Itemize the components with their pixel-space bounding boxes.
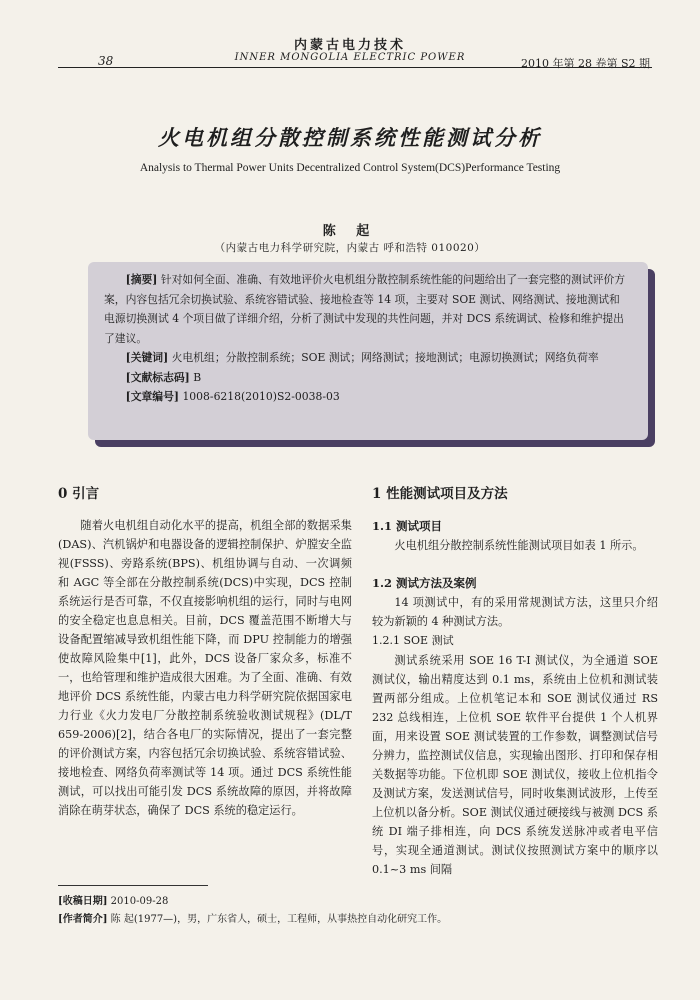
journal-title-cn: 内蒙古电力技术 [293, 38, 406, 53]
section-1-1-heading: 1.1 测试项目 [372, 519, 443, 533]
section-1-2-1-body [372, 651, 658, 879]
author-bio-label: [作者简介] [58, 914, 108, 925]
doc-code-label: [文献标志码] [125, 370, 190, 384]
section-1-2-paragraph: 14 项测试中，有的采用常规测试方法，这里只介绍较为新颖的 4 种测试方法。 [372, 596, 658, 628]
section-0-heading: 0 引言 [58, 486, 100, 502]
abstract-label: [摘要] [125, 273, 158, 286]
journal-title-en: INNER MONGOLIA ELECTRIC POWER [234, 52, 466, 63]
section-1-2-1-heading: 1.2.1 SOE 测试 [372, 634, 454, 647]
article-title-cn: 火电机组分散控制系统性能测试分析 [158, 125, 542, 150]
article-no: 1008-6218(2010)S2-0038-03 [182, 390, 340, 403]
section-1-1-paragraph: 火电机组分散控制系统性能测试项目如表 1 所示。 [394, 539, 644, 552]
keywords-label: [关键词] [125, 351, 169, 364]
section-1-2-heading: 1.2 测试方法及案例 [372, 576, 477, 590]
section-0-body [58, 516, 352, 820]
article-title-en: Analysis to Thermal Power Units Decentralized Control System(DCS)Performance Testing [139, 162, 561, 174]
footnote-rule [58, 885, 208, 886]
author-name: 陈 起 [322, 224, 378, 239]
article-no-label: [文章编号] [125, 390, 179, 403]
section-1-heading: 1 性能测试项目及方法 [372, 486, 508, 502]
issue-info: 2010 年第 28 卷第 S2 期 [520, 57, 650, 70]
section-1-2-1-paragraph: 测试系统采用 SOE 16 T-I 测试仪，为全通道 SOE 测试仪，输出精度达到 0.1 ms，系统由上位机和测试装置两部分组成。上位机笔记本和 SOE 测试仪通过 RS 232 总线相连，上位机 SOE 软件平台提供 1 个人机界面，用来设置 SOE 测试装置的工作参数，调整测试信号分辨力，监控测试仪信息，实现输出图形、打印和保存相关数据等功能。下位机即 SOE 测试仪，接收上位机指令及测试方案，发送测试信号，同时收集测试波形，上传至上位机以备分析。SOE 测试仪通过硬接线与被测 DCS 系统 DI 端子排相连，向 DCS 系统发送脉冲或者电平信号，实现全通道测试。测试仪按照测试方案中的顺序以 0.1~3 ms 间隔 [372, 654, 658, 876]
received-value: 2010-09-28 [110, 896, 169, 907]
header-rule [58, 67, 652, 68]
received-date [58, 892, 168, 907]
doc-code: B [193, 370, 202, 384]
author-bio [58, 910, 447, 925]
section-1-2-body [372, 593, 658, 631]
received-label: [收稿日期] [58, 896, 108, 907]
section-1-1-body [372, 536, 658, 555]
section-0-paragraph: 随着火电机组自动化水平的提高，机组全部的数据采集(DAS)、汽机锅炉和电器设备的逻辑控制保护、炉膛安全监视(FSSS)、旁路系统(BPS)、机组协调与自动、一次调频和 AGC 等全部在分散控制系统(DCS)中实现，DCS 控制系统运行是否可靠，不仅直接影响机组的运行，同时与电网的安全稳定也息息相关。目前，DCS 覆盖范围不断增大与设备配置缩减导致机组性能下降，而 DPU 控制能力的增强使故障风险集中[1]，此外，DCS 设备厂家众多，标准不一，也给管理和维护造成很大困难。为了全面、准确、有效地评价 DCS 系统性能，内蒙古电力科学研究院依据国家电力行业《火力发电厂分散控制系统验收测试规程》(DL/T 659-2006)[2]，结合各电厂的实际情况，提出了一套完整的评价测试方案，内容包括冗余切换试验、系统容错试验、接地检查、网络负荷率测试等 14 项。通过 DCS 系统性能测试，可以找出可能引发 DCS 系统故障的原因，并将故障消除在萌芽状态，确保了 DCS 系统的稳定运行。 [58, 519, 352, 817]
page-number: 38 [98, 54, 114, 68]
keywords-text: 火电机组；分散控制系统；SOE 测试；网络测试；接地测试；电源切换测试；网络负荷率 [171, 351, 599, 364]
abstract-text: 针对如何全面、准确、有效地评价火电机组分散控制系统性能的问题给出了一套完整的测试评价方案，内容包括冗余切换试验、系统容错试验、接地检查等 14 项，主要对 SOE 测试、网络测试、接地测试和电源切换测试 4 个项目做了详细介绍，分析了测试中发现的共性问题，并对 DCS 系统调试、检修和维护提出了建议。 [104, 273, 626, 345]
abstract-content [104, 270, 626, 407]
author-affiliation: （内蒙古电力科学研究院，内蒙古 呼和浩特 010020） [214, 242, 486, 254]
author-bio-text: 陈 起(1977—)，男，广东省人，硕士，工程师，从事热控自动化研究工作。 [110, 914, 448, 925]
